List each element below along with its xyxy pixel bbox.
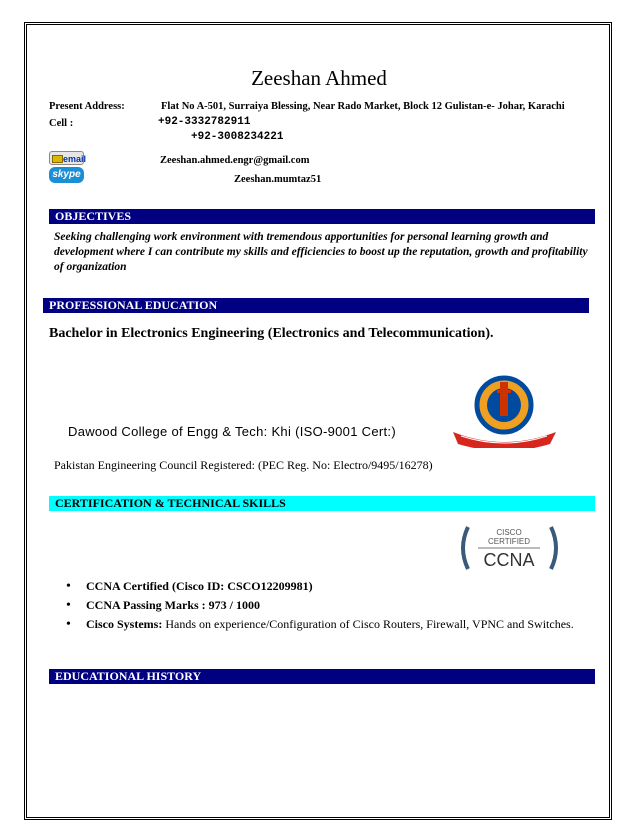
college-emblem-logo bbox=[447, 370, 562, 448]
list-item: • CCNA Certified (Cisco ID: CSCO12209981) bbox=[62, 577, 574, 596]
educational-history-heading: EDUCATIONAL HISTORY bbox=[49, 669, 595, 684]
professional-education-heading: PROFESSIONAL EDUCATION bbox=[43, 298, 589, 313]
skills-list bbox=[62, 577, 574, 634]
address-value: Flat No A-501, Surraiya Blessing, Near Rado Market, Block 12 Gulistan-e- Johar, Karachi bbox=[161, 101, 565, 112]
degree-title: Bachelor in Electronics Engineering (Electronics and Telecommunication). bbox=[49, 326, 494, 341]
skype-id: Zeeshan.mumtaz51 bbox=[234, 174, 322, 185]
list-item: • CCNA Passing Marks : 973 / 1000 bbox=[62, 596, 574, 615]
email-icon: email bbox=[49, 151, 84, 165]
address-label: Present Address: bbox=[49, 101, 125, 112]
list-item: • Cisco Systems: Hands on experience/Configuration of Cisco Routers, Firewall, VPNC and Switches. bbox=[62, 615, 574, 634]
college-name: Dawood College of Engg & Tech: Khi (ISO-9001 Cert:) bbox=[68, 424, 396, 439]
certification-heading: CERTIFICATION & TECHNICAL SKILLS bbox=[49, 496, 595, 511]
phone-secondary: +92-3008234221 bbox=[191, 131, 284, 143]
candidate-name: Zeeshan Ahmed bbox=[251, 66, 387, 90]
email-address: Zeeshan.ahmed.engr@gmail.com bbox=[160, 155, 310, 166]
ccna-logo-main-text: CCNA bbox=[483, 550, 535, 570]
skype-icon: skype bbox=[49, 167, 84, 183]
ccna-logo bbox=[456, 521, 563, 575]
phone-primary: +92-3332782911 bbox=[158, 116, 251, 128]
objectives-heading: OBJECTIVES bbox=[49, 209, 595, 224]
ccna-logo-certified-text: CERTIFIED bbox=[487, 537, 531, 546]
pec-registration: Pakistan Engineering Council Registered: (PEC Reg. No: Electro/9495/16278) bbox=[54, 458, 433, 472]
ccna-logo-cisco-text: CISCO bbox=[496, 528, 522, 537]
cell-label: Cell : bbox=[49, 118, 74, 129]
objectives-text: Seeking challenging work environment with tremendous apportunities for personal learning growth and development where I can contribute my skills and efficiencies to boost up the reputation, growth and profitability of organization bbox=[54, 231, 588, 273]
